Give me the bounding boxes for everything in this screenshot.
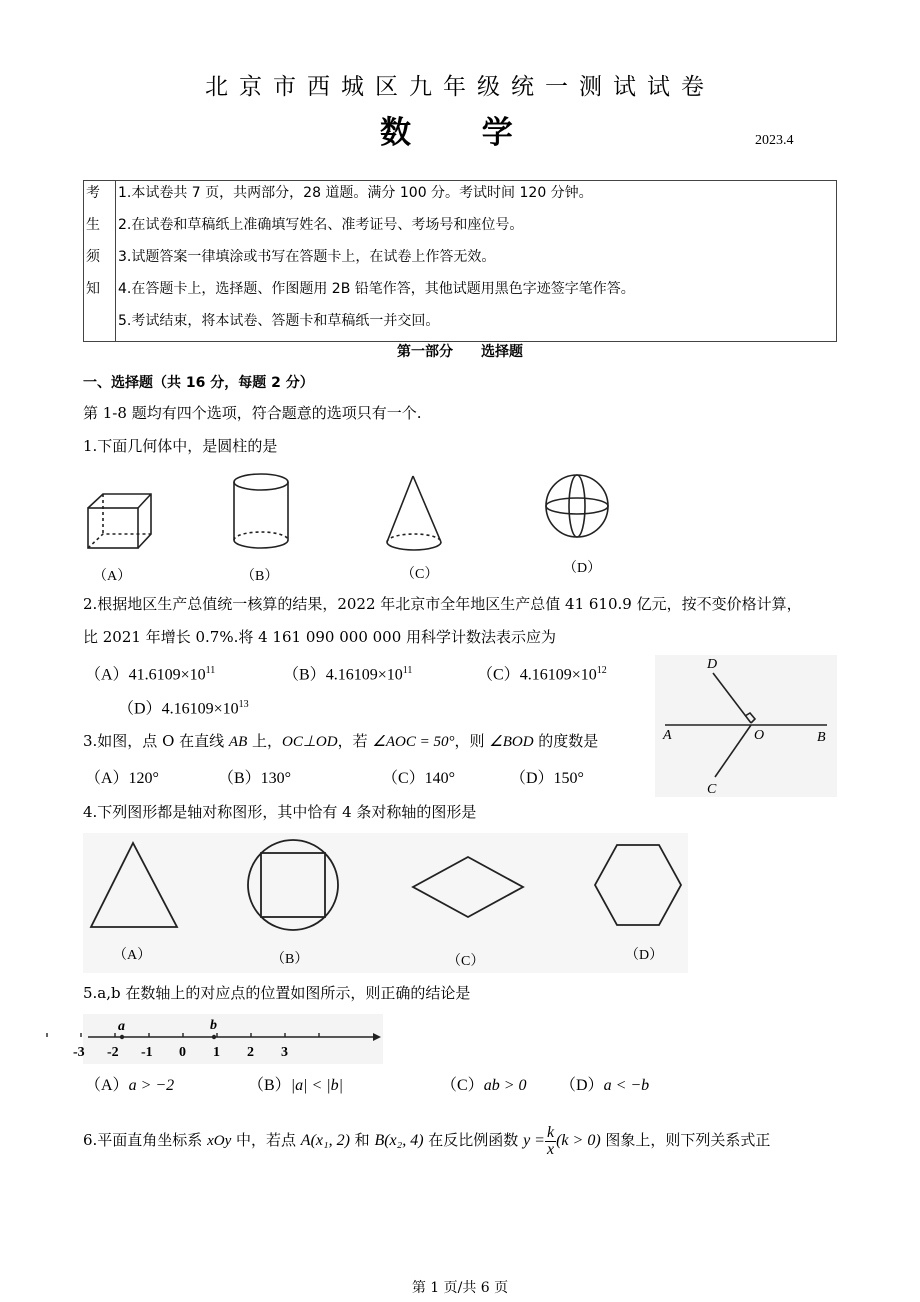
question-6-stem: 6.平面直角坐标系 xOy 中，若点 A(x₁, 2) 和 B(x₂, 4) 在反比例函数 y = $\frac{k}{x}$ (k > 0) 图象上，则下列关系式正 xyxy=(83,1123,771,1158)
notice-item: 5.考试结束，将本试卷、答题卡和草稿纸一并交回。 xyxy=(118,313,440,329)
q5-option-d[interactable]: （D）a < −b xyxy=(560,1077,650,1094)
number-line-figure xyxy=(73,1014,383,1064)
svg-text:b: b xyxy=(210,1018,217,1033)
q5-option-a[interactable]: （A）a > −2 xyxy=(85,1077,175,1094)
notice-side-label: 考 生 须 知 xyxy=(84,181,116,342)
question-4-stem: 4.下列图形都是轴对称图形，其中恰有 4 条对称轴的图形是 xyxy=(83,803,477,821)
notice-item: 3.试题答案一律填涂或书写在答题卡上，在试卷上作答无效。 xyxy=(118,249,496,265)
cube-figure xyxy=(88,494,151,548)
section-note: 第 1-8 题均有四个选项，符合题意的选项只有一个. xyxy=(83,404,422,422)
question-3-angle-figure xyxy=(655,655,837,797)
svg-text:a: a xyxy=(118,1019,125,1034)
svg-text:（C）: （C） xyxy=(447,954,485,969)
number-line-label: -1 xyxy=(141,1045,153,1060)
q3-option-b[interactable]: （B）130° xyxy=(218,770,292,787)
svg-text:（D）: （D） xyxy=(625,948,664,963)
section-title: 一、选择题（共 16 分，每题 2 分） xyxy=(83,375,314,391)
sphere-figure xyxy=(546,475,608,537)
exam-title: 北京市西城区九年级统一测试试卷 xyxy=(205,74,715,100)
cylinder-figure xyxy=(234,474,288,548)
question-2-line1: 2.根据地区生产总值统一核算的结果，2022 年北京市全年地区生产总值 41 610.9 亿元，按不变价格计算， xyxy=(83,595,802,613)
number-line-label: 0 xyxy=(179,1045,186,1060)
number-line-label: -3 xyxy=(73,1045,85,1060)
question-4-figures xyxy=(83,833,688,973)
svg-text:C: C xyxy=(707,782,717,797)
q2-option-d[interactable]: $(D)4.16109\times 10^{13}$ xyxy=(118,699,249,718)
q3-option-d[interactable]: （D）150° xyxy=(510,770,584,787)
notice-item: 1.本试卷共 7 页，共两部分，28 道题。满分 100 分。考试时间 120 分钟。 xyxy=(118,185,593,201)
svg-text:A: A xyxy=(663,728,672,743)
q1-label-d: （D） xyxy=(563,561,602,576)
exam-notice-table xyxy=(83,180,837,342)
notice-items xyxy=(116,181,837,342)
q3-option-c[interactable]: （C）140° xyxy=(382,770,456,787)
question-2-line2: 比 2021 年增长 0.7%.将 4 161 090 000 000 用科学计数法表示应为 xyxy=(83,628,557,646)
page-footer: 第 1 页/共 6 页 xyxy=(411,1280,509,1296)
number-line-label: -2 xyxy=(107,1045,119,1060)
notice-item: 2.在试卷和草稿纸上准确填写姓名、准考证号、考场号和座位号。 xyxy=(118,217,524,233)
question-3-stem: 3.如图，点 O 在直线 AB 上，OC⊥OD，若 ∠AOC = 50°，则 ∠BOD 的度数是 xyxy=(83,732,599,750)
q1-label-c: （C） xyxy=(401,567,439,582)
question-5-stem: 5.a,b 在数轴上的对应点的位置如图所示，则正确的结论是 xyxy=(83,984,471,1002)
q3-option-a[interactable]: （A）120° xyxy=(85,770,159,787)
question-1-stem: 1.下面几何体中，是圆柱的是 xyxy=(83,437,278,455)
exam-date: 2023.4 xyxy=(755,133,794,148)
number-line-label: 2 xyxy=(247,1045,254,1060)
q5-option-c[interactable]: （C）ab > 0 xyxy=(441,1077,527,1094)
q5-option-b[interactable]: （B）|a| < |b| xyxy=(248,1077,344,1094)
svg-text:B: B xyxy=(817,730,826,745)
q2-option-b[interactable]: $(B)4.16109\times 10^{11}$ xyxy=(283,665,413,684)
q2-option-a[interactable]: $(A)41.6109\times 10^{11}$ xyxy=(85,665,216,684)
svg-text:O: O xyxy=(754,728,765,743)
q2-option-c[interactable]: $(C)4.16109\times 10^{12}$ xyxy=(477,665,607,684)
svg-text:D: D xyxy=(707,657,718,672)
q1-label-b: （B） xyxy=(241,569,279,584)
number-line-label: 1 xyxy=(213,1045,220,1060)
svg-text:（A）: （A） xyxy=(113,948,152,963)
notice-item: 4.在答题卡上，选择题、作图题用 2B 铅笔作答，其他试题用黑色字迹签字笔作答。 xyxy=(118,281,635,297)
question-1-figures xyxy=(83,468,613,588)
number-line-label: 3 xyxy=(281,1045,288,1060)
q1-label-a: （A） xyxy=(93,569,132,584)
part-title: 第一部分 选择题 xyxy=(397,344,523,360)
subject-title: 数 学 xyxy=(380,115,543,151)
cone-figure xyxy=(387,476,441,550)
svg-text:（B）: （B） xyxy=(271,952,309,967)
